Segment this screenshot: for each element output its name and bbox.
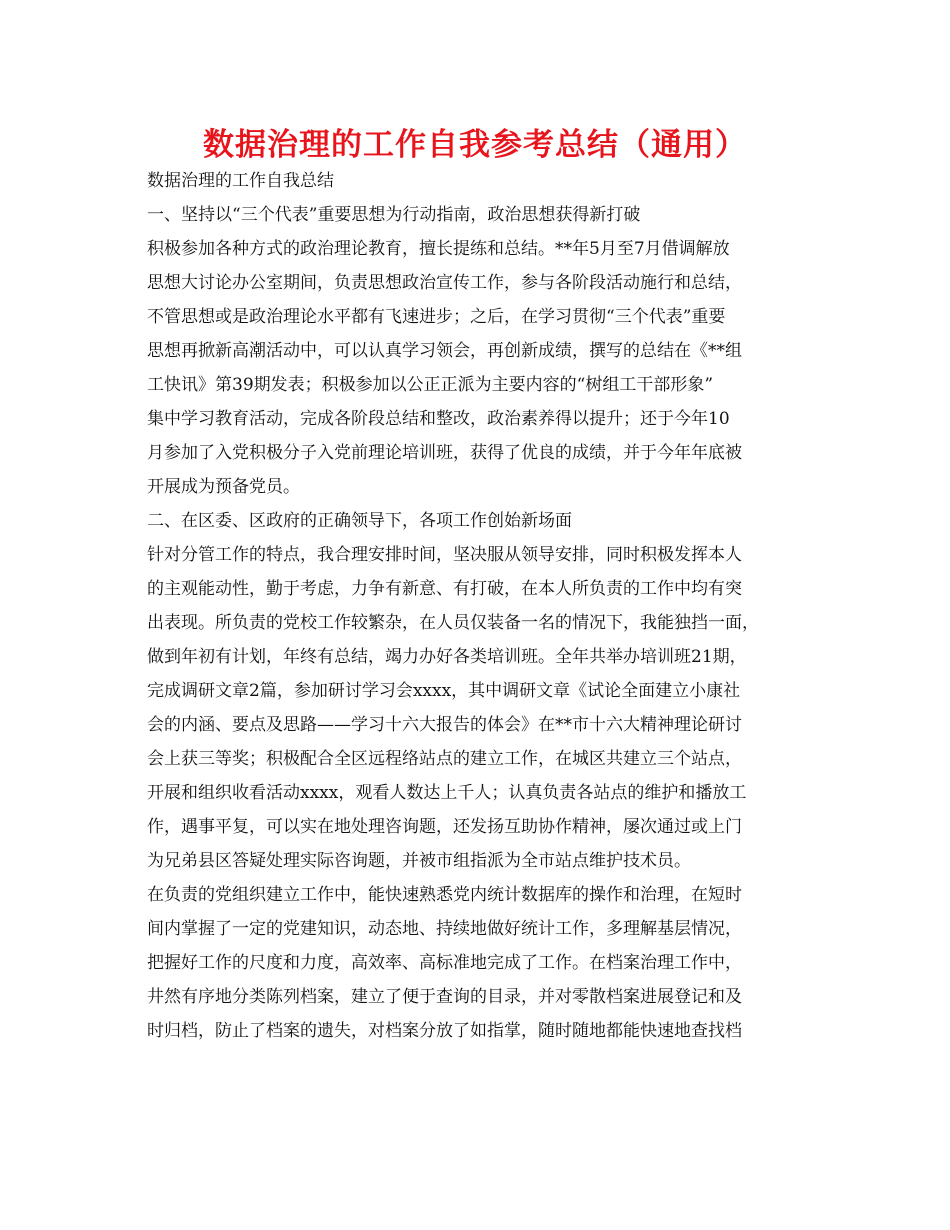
paragraph-line: 在负责的党组织建立工作中，能快速熟悉党内统计数据库的操作和治理，在短时 xyxy=(147,885,742,905)
section-heading-1: 一、坚持以“三个代表”重要思想为行动指南，政治思想获得新打破 xyxy=(147,205,641,225)
paragraph-line: 集中学习教育活动，完成各阶段总结和整改，政治素养得以提升；还于今年10 xyxy=(147,409,730,429)
document-title: 数据治理的工作自我参考总结（通用） xyxy=(203,127,747,163)
paragraph-line: 时归档，防止了档案的遗失，对档案分放了如指掌，随时随地都能快速地查找档 xyxy=(147,1021,742,1041)
paragraph-line: 作，遇事平复，可以实在地处理咨询题，还发扬互助协作精神，屡次通过或上门 xyxy=(147,817,742,837)
paragraph-line: 做到年初有计划，年终有总结，竭力办好各类培训班。全年共举办培训班21期， xyxy=(147,647,747,667)
paragraph-line: 井然有序地分类陈列档案，建立了便于查询的目录，并对零散档案进展登记和及 xyxy=(147,987,742,1007)
paragraph-line: 开展成为预备党员。 xyxy=(147,477,300,497)
paragraph-line: 会的内涵、要点及思路——学习十六大报告的体会》在**市十六大精神理论研讨 xyxy=(147,715,742,735)
subtitle-line: 数据治理的工作自我总结 xyxy=(147,171,334,191)
paragraph-line: 针对分管工作的特点，我合理安排时间，坚决服从领导安排，同时积极发挥本人 xyxy=(147,545,742,565)
paragraph-line: 间内掌握了一定的党建知识，动态地、持续地做好统计工作，多理解基层情况， xyxy=(147,919,742,939)
paragraph-line: 积极参加各种方式的政治理论教育，擅长提练和总结。**年5月至7月借调解放 xyxy=(147,239,730,259)
paragraph-line: 思想大讨论办公室期间，负责思想政治宣传工作，参与各阶段活动施行和总结， xyxy=(147,273,742,293)
paragraph-line: 月参加了入党积极分子入党前理论培训班，获得了优良的成绩，并于今年年底被 xyxy=(147,443,742,463)
paragraph-line: 出表现。所负责的党校工作较繁杂，在人员仅装备一名的情况下，我能独挡一面， xyxy=(147,613,759,633)
paragraph-line: 把握好工作的尺度和力度，高效率、高标准地完成了工作。在档案治理工作中， xyxy=(147,953,742,973)
paragraph-line: 工快讯》第39期发表；积极参加以公正正派为主要内容的“树组工干部形象” xyxy=(147,375,714,395)
paragraph-line: 的主观能动性，勤于考虑，力争有新意、有打破，在本人所负责的工作中均有突 xyxy=(147,579,742,599)
section-heading-2: 二、在区委、区政府的正确领导下，各项工作创始新场面 xyxy=(147,511,572,531)
paragraph-line: 会上获三等奖；积极配合全区远程络站点的建立工作，在城区共建立三个站点， xyxy=(147,749,742,769)
paragraph-line: 完成调研文章2篇，参加研讨学习会xxxx，其中调研文章《试论全面建立小康社 xyxy=(147,681,741,701)
paragraph-line: 为兄弟县区答疑处理实际咨询题，并被市组指派为全市站点维护技术员。 xyxy=(147,851,691,871)
paragraph-line: 思想再掀新高潮活动中，可以认真学习领会，再创新成绩，撰写的总结在《**组 xyxy=(147,341,742,361)
paragraph-line: 不管思想或是政治理论水平都有飞速进步；之后，在学习贯彻“三个代表”重要 xyxy=(147,307,726,327)
paragraph-line: 开展和组织收看活动xxxx，观看人数达上千人；认真负责各站点的维护和播放工 xyxy=(147,783,747,803)
